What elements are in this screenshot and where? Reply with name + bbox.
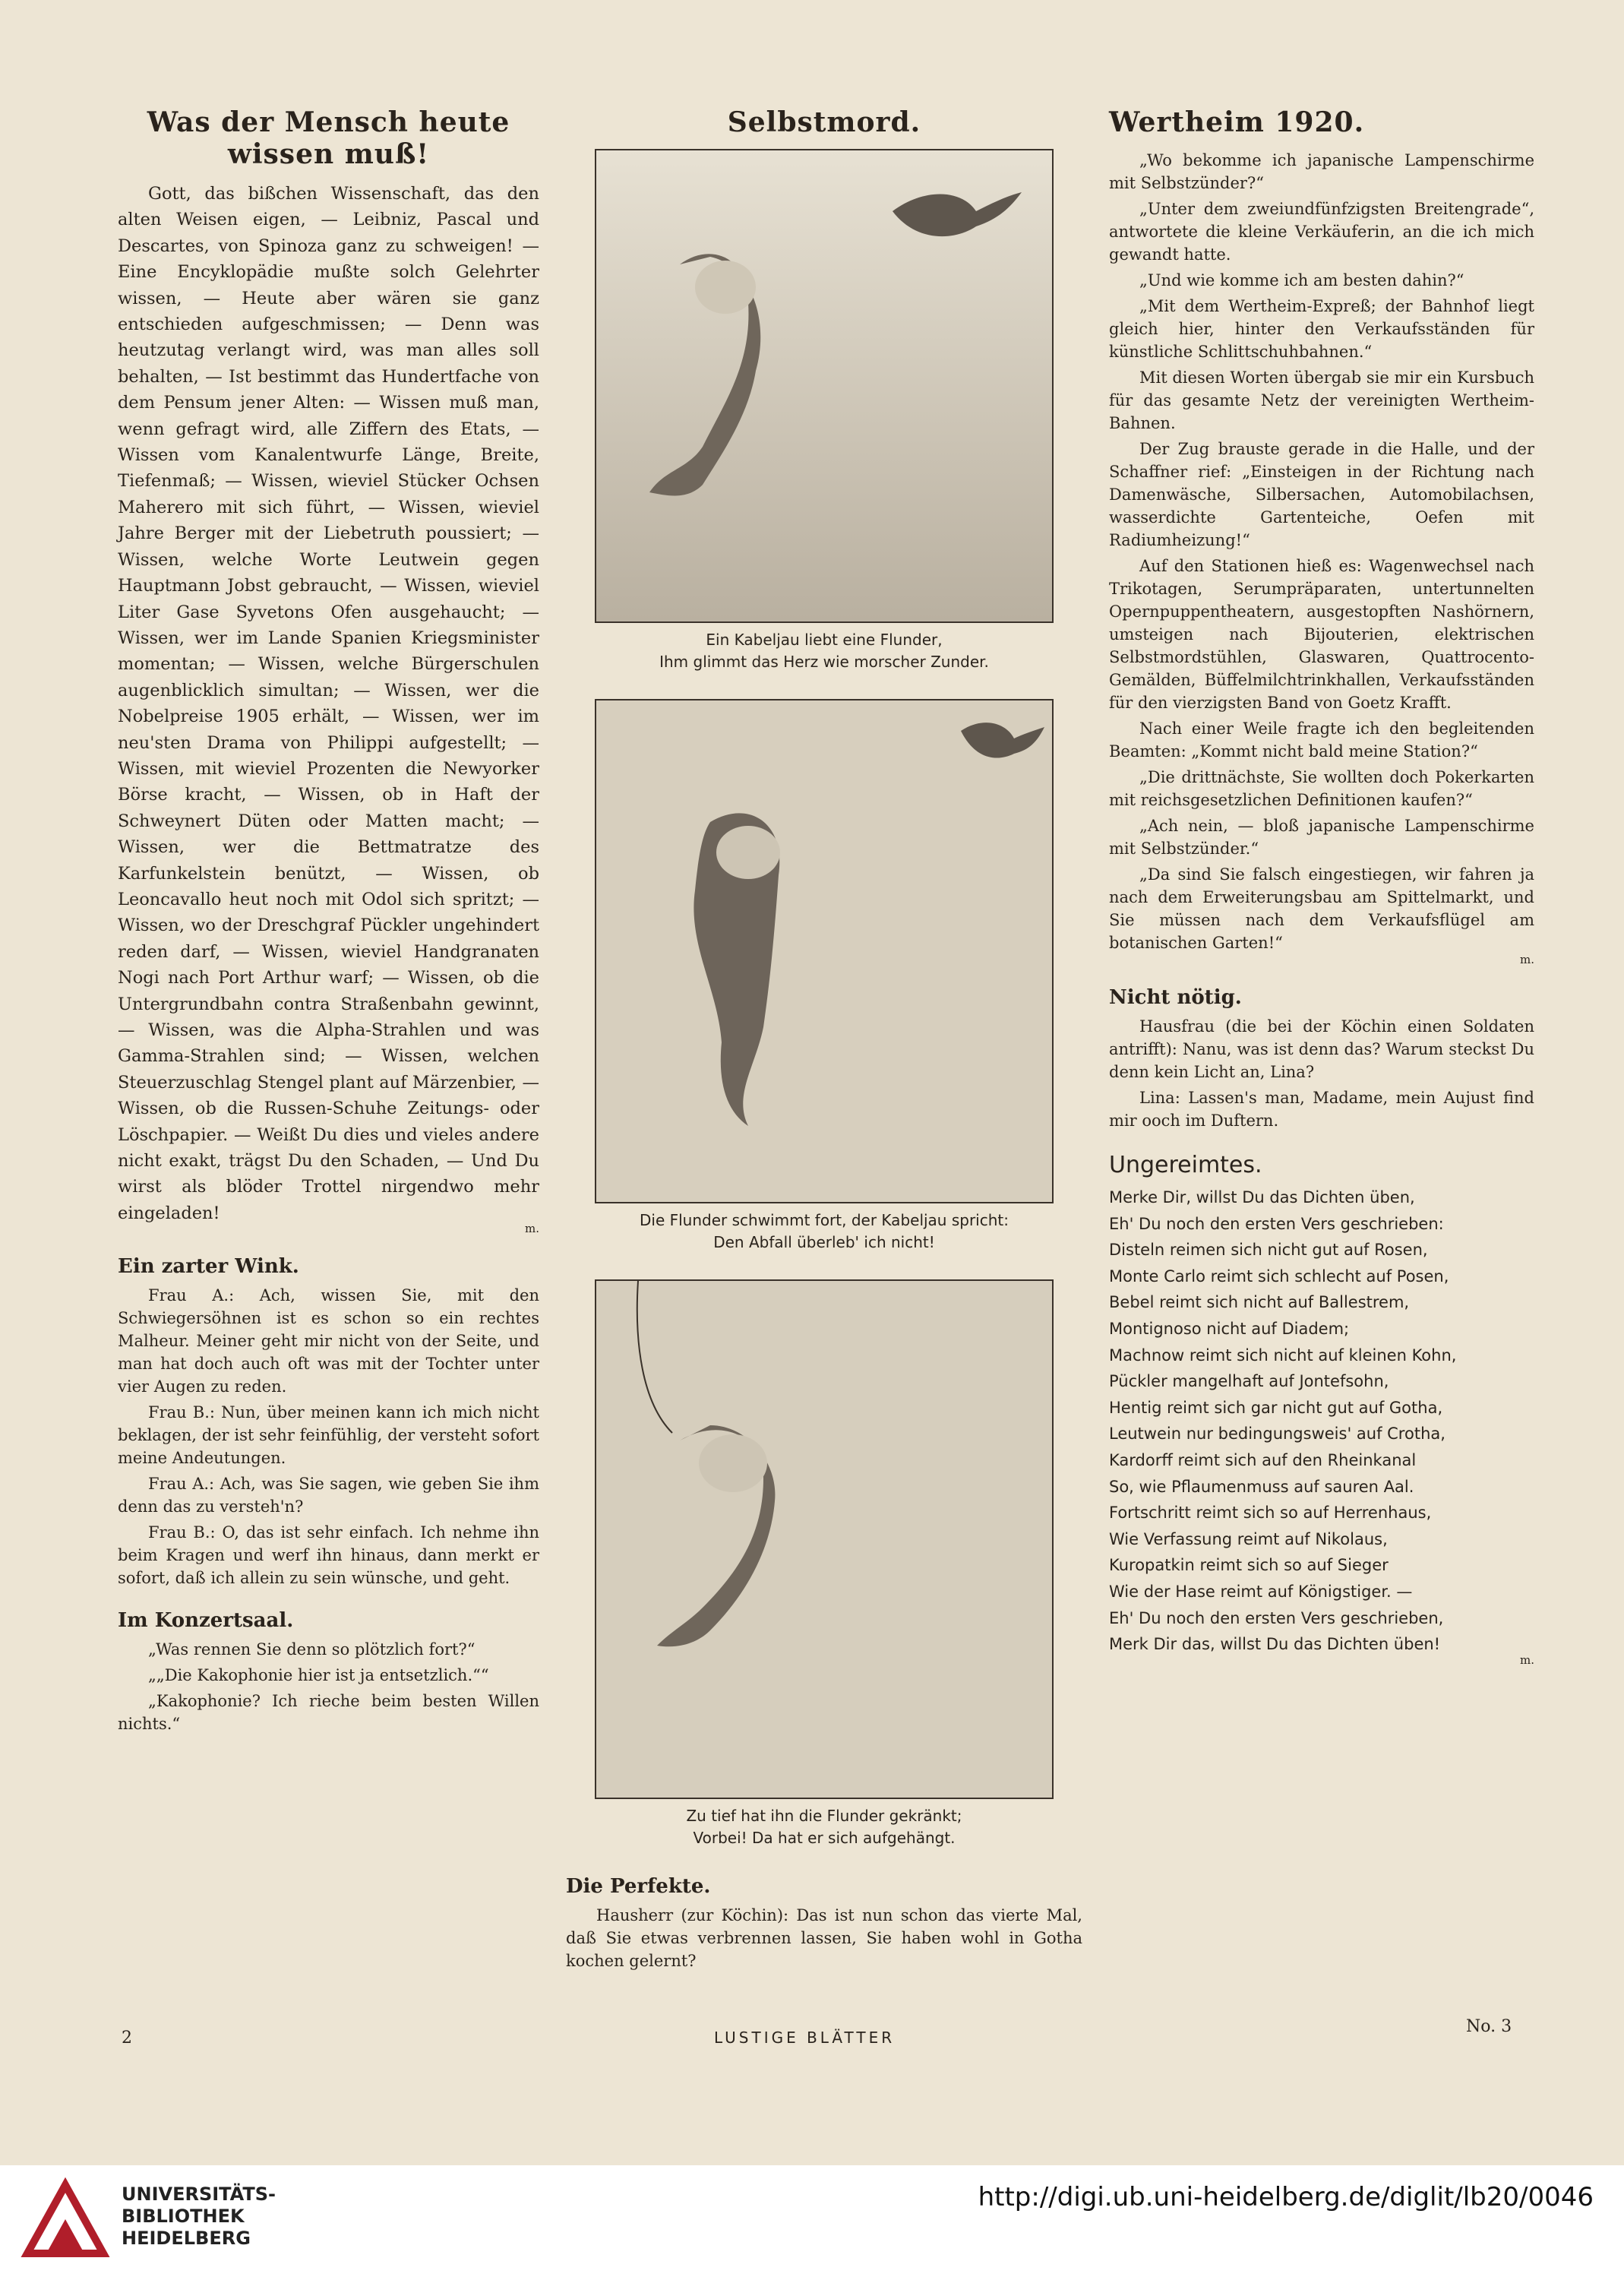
article-paragraph: „Da sind Sie falsch eingestiegen, wir fahren ja nach dem Erweiterungsbau am Spittelmarkt, und Sie müssen nach dem Verkaufsflügel am botanischen Garten!“: [1109, 865, 1534, 952]
section-title-ungereimtes: Ungereimtes.: [1109, 1152, 1262, 1178]
poem-line: Machnow reimt sich nicht auf kleinen Kohn,: [1109, 1346, 1457, 1365]
dialogue-line: Frau A.: Ach, was Sie sagen, wie geben Sie ihm denn das zu versteh'n?: [118, 1475, 539, 1516]
article-title-wertheim: Wertheim 1920.: [1109, 106, 1365, 138]
signature: m.: [1520, 1652, 1534, 1667]
poem-line: So, wie Pflaumenmuss auf sauren Aal.: [1109, 1477, 1414, 1496]
poem-line: Pückler mangelhaft auf Jontefsohn,: [1109, 1372, 1389, 1391]
poem-line: Hentig reimt sich gar nicht gut auf Gotha,: [1109, 1398, 1443, 1417]
article-paragraph: Nach einer Weile fragte ich den begleitenden Beamten: „Kommt nicht bald meine Station?“: [1109, 719, 1534, 761]
column-left: [118, 106, 539, 1738]
caption-2: [566, 1210, 1082, 1254]
library-name: [122, 2184, 276, 2250]
magazine-name: LUSTIGE BLÄTTER: [714, 2029, 896, 2047]
article-paragraph: „Die drittnächste, Sie wollten doch Pokerkarten mit reichsgesetzlichen Definitionen kaufen?“: [1109, 768, 1534, 809]
caption-3: [566, 1805, 1082, 1849]
column-right: [1109, 106, 1534, 1667]
article-title-selbstmord: Selbstmord.: [727, 106, 921, 138]
dialogue-line: Hausfrau (die bei der Köchin einen Soldaten antrifft): Nanu, was ist denn das? Warum steckst Du denn kein Licht an, Lina?: [1109, 1017, 1534, 1081]
source-url-link[interactable]: http://digi.ub.uni-heidelberg.de/diglit/lb20/0046: [978, 2182, 1594, 2212]
library-name-line: UNIVERSITÄTS-: [122, 2184, 276, 2205]
poem-line: Wie der Hase reimt auf Königstiger. —: [1109, 1582, 1413, 1601]
article-paragraph: „Und wie komme ich am besten dahin?“: [1139, 271, 1464, 289]
poem-line: Wie Verfassung reimt auf Nikolaus,: [1109, 1529, 1388, 1548]
poem-line: Fortschritt reimt sich so auf Herrenhaus,: [1109, 1504, 1432, 1523]
dialogue-line: Frau B.: O, das ist sehr einfach. Ich nehme ihn beim Kragen und werf ihn hinaus, dann merkt er sofort, daß ich allein zu sein wünsche, und geht.: [118, 1523, 539, 1588]
dialogue-line: Lina: Lassen's man, Madame, mein Aujust find mir ooch im Duftern.: [1109, 1089, 1534, 1130]
signature: m.: [525, 1222, 539, 1236]
caption-1: [566, 629, 1082, 673]
caption-line: Ein Kabeljau liebt eine Flunder,: [706, 631, 943, 649]
caption-line: Vorbei! Da hat er sich aufgehängt.: [693, 1829, 956, 1847]
issue-number: No. 3: [1466, 2017, 1512, 2036]
section-title-konzertsaal: Im Konzertsaal.: [118, 1609, 294, 1633]
section-title-nicht-noetig: Nicht nötig.: [1109, 986, 1242, 1009]
dialogue-line: Frau A.: Ach, wissen Sie, mit den Schwiegersöhnen ist es schon so ein rechtes Malheur. Meiner geht mir nicht von der Seite, und man hat doch auch oft was mit der Tochter unter vier Augen zu reden.: [118, 1286, 539, 1396]
dialogue-line: Frau B.: Nun, über meinen kann ich mich nicht beklagen, der ist sehr feinfühlig, der versteht sofort meine Andeutungen.: [118, 1403, 539, 1468]
illustration-panel-1: [595, 149, 1054, 623]
library-name-line: BIBLIOTHEK: [122, 2206, 245, 2227]
page-number: 2: [122, 2029, 132, 2048]
column-middle: [566, 106, 1082, 1975]
section-title-perfekte: Die Perfekte.: [566, 1875, 711, 1898]
poem-line: Eh' Du noch den ersten Vers geschrieben,: [1109, 1608, 1444, 1627]
article-title-wissen: Was der Mensch heute wissen muß!: [147, 106, 510, 170]
article-paragraph: Auf den Stationen hieß es: Wagenwechsel nach Trikotagen, Serumpräparaten, untertunnelten Opernpuppentheatern, ausgestopften Nashörnern, umsteigen nach Bijouterien, elektrischen Selbstmordstühlen, Glaswaren, Quattrocento-Gemälden, Büffelmilchtrinkhallen, Verkaufsständen für den vierzigsten Band von Goetz Krafft.: [1109, 557, 1534, 712]
library-logo-icon[interactable]: [20, 2177, 111, 2261]
article-body-wissen: Gott, das bißchen Wissenschaft, das den alten Weisen eigen, — Leibniz, Pascal und Descartes, von Spinoza ganz zu schweigen! — Eine Encyklopädie mußte solch Gelehrter wissen, — Heute aber wären sie ganz entschieden aufgeschmissen; — Denn was heutzutag verlangt wird, was man alles soll behalten, — Ist bestimmt das Hundertfache von dem Pensum jener Alten: — Wissen muß man, wenn gefragt wird, alle Ziffern des Etats, — Wissen vom Kanalentwurfe Länge, Breite, Tiefenmaß; — Wissen, wieviel Stücker Ochsen Maherero mit sich führt, — Wissen, wieviel Jahre Berger mit der Liebetruth poussiert; — Wissen, welche Worte Leutwein gegen Hauptmann Jobst gebraucht, — Wissen, wieviel Liter Gase Syvetons Ofen ausgehaucht; — Wissen, wer im Lande Spanien Kriegsminister momentan; — Wissen, welche Bürgerschulen augenblicklich simultan; — Wissen, wer die Nobelpreise 1905 erhält, — Wissen, wer im neu'sten Drama von Philippi aufgestellt; — Wissen, mit wieviel Prozenten die Newyorker Börse kracht, — Wissen, ob in Haft der Schweynert Düten oder Matten macht; — Wissen, wer die Bettmatratze des Karfunkelstein benützt, — Wissen, ob Leoncavallo heut noch mit Odol sich spritzt; — Wissen, wo der Dreschgraf Pückler ungehindert reden darf, — Wissen, wieviel Handgranaten Nogi nach Port Arthur warf; — Wissen, ob die Untergrundbahn contra Straßenbahn gewinnt, — Wissen, was die Alpha-Strahlen und was Gamma-Strahlen sind; — Wissen, welchen Steuerzuschlag Stengel plant auf Märzenbier, — Wissen, ob die Russen-Schuhe Zeitungs- oder Löschpapier. — Weißt Du dies und vieles andere nicht exakt, trägst Du den Schaden, — Und Du wirst als blöder Trottel nirgendwo mehr eingeladen!: [118, 184, 539, 1223]
poem-line: Monte Carlo reimt sich schlecht auf Posen,: [1109, 1266, 1449, 1285]
caption-line: Zu tief hat ihn die Flunder gekränkt;: [686, 1807, 962, 1825]
poem-line: Merk Dir das, willst Du das Dichten üben!: [1109, 1635, 1441, 1654]
fish-illustration: [596, 1281, 1052, 1798]
poem-line: Disteln reimen sich nicht gut auf Rosen,: [1109, 1241, 1428, 1260]
signature: m.: [1520, 953, 1534, 966]
article-paragraph: „Unter dem zweiundfünfzigsten Breitengrade“, antwortete die kleine Verkäuferin, an die ich mich gewandt hatte.: [1109, 200, 1534, 264]
poem-line: Merke Dir, willst Du das Dichten üben,: [1109, 1188, 1415, 1206]
caption-line: Ihm glimmt das Herz wie morscher Zunder.: [659, 653, 989, 671]
dialogue-line: Hausherr (zur Köchin): Das ist nun schon das vierte Mal, daß Sie etwas verbrennen lassen, Sie haben wohl in Gotha kochen gelernt?: [566, 1906, 1082, 1970]
article-paragraph: Der Zug brauste gerade in die Halle, und der Schaffner rief: „Einsteigen in der Richtung nach Damenwäsche, Silbersachen, Automobilachsen, wasserdichte Gartenteiche, Oefen mit Radiumheizung!“: [1109, 440, 1534, 549]
poem-ungereimtes: [1109, 1184, 1534, 1658]
illustration-panel-2: [595, 699, 1054, 1203]
article-paragraph: „Mit dem Wertheim-Expreß; der Bahnhof liegt gleich hier, hinter den Verkaufsständen für künstliche Schlittschuhbahnen.“: [1109, 297, 1534, 361]
poem-line: Eh' Du noch den ersten Vers geschrieben:: [1109, 1214, 1444, 1233]
dialogue-line: „„Die Kakophonie hier ist ja entsetzlich.““: [148, 1666, 489, 1685]
section-title-zarter-wink: Ein zarter Wink.: [118, 1255, 299, 1279]
article-paragraph: Mit diesen Worten übergab sie mir ein Kursbuch für das gesamte Netz der vereinigten Wertheim-Bahnen.: [1109, 368, 1534, 432]
caption-line: Den Abfall überleb' ich nicht!: [713, 1233, 935, 1251]
fish-illustration: [596, 150, 1052, 621]
poem-line: Bebel reimt sich nicht auf Ballestrem,: [1109, 1293, 1410, 1312]
dialogue-line: „Kakophonie? Ich rieche beim besten Willen nichts.“: [118, 1692, 539, 1734]
fish-illustration: [596, 700, 1052, 1202]
caption-line: Die Flunder schwimmt fort, der Kabeljau spricht:: [640, 1211, 1009, 1229]
article-paragraph: „Wo bekomme ich japanische Lampenschirme mit Selbstzünder?“: [1109, 151, 1534, 192]
poem-line: Leutwein nur bedingungsweis' auf Crotha,: [1109, 1425, 1445, 1444]
library-name-line: HEIDELBERG: [122, 2228, 251, 2249]
illustration-panel-3: [595, 1279, 1054, 1799]
article-paragraph: „Ach nein, — bloß japanische Lampenschirme mit Selbstzünder.“: [1109, 817, 1534, 858]
poem-line: Kuropatkin reimt sich so auf Sieger: [1109, 1556, 1389, 1575]
dialogue-line: „Was rennen Sie denn so plötzlich fort?“: [148, 1640, 476, 1659]
poem-line: Montignoso nicht auf Diadem;: [1109, 1319, 1350, 1338]
poem-line: Kardorff reimt sich auf den Rheinkanal: [1109, 1450, 1417, 1469]
